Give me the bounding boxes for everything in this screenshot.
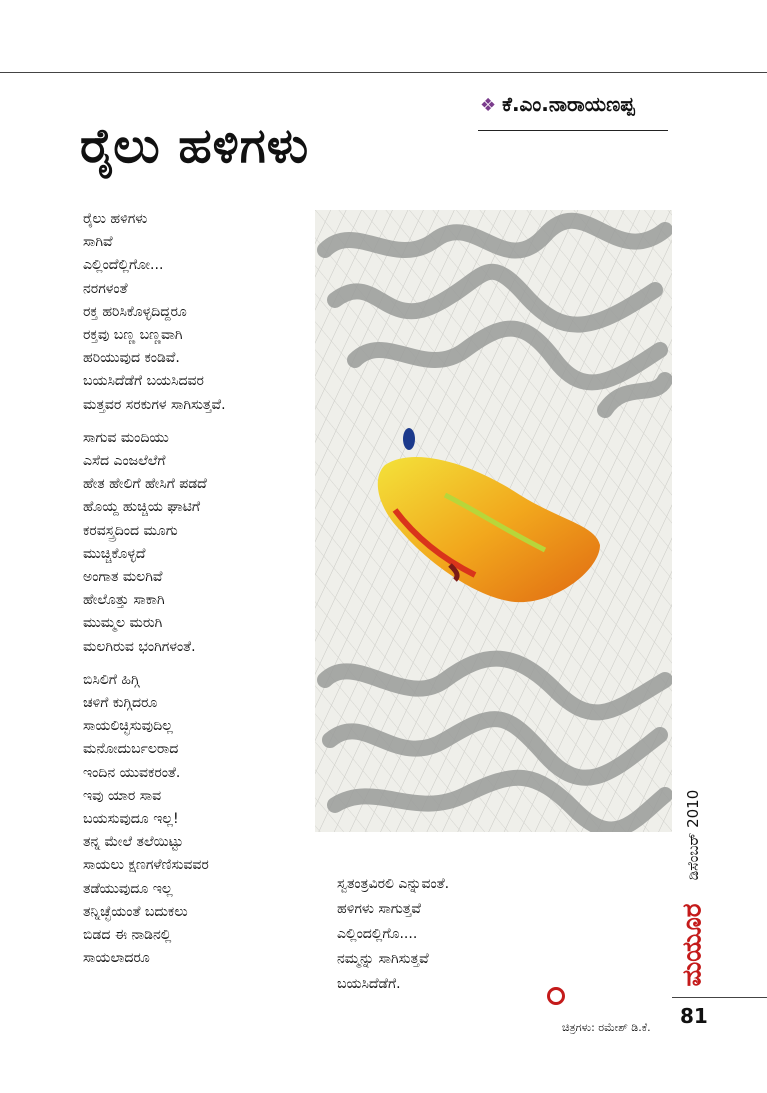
poem-line: ಮುಮ್ಮಲ ಮರುಗಿ	[83, 615, 163, 632]
poem-line: ಮುಚ್ಚಿಕೊಳ್ಳದೆ	[83, 545, 146, 562]
poem-line: ರೈಲು ಹಳಿಗಳು	[83, 211, 148, 227]
poem-line: ಹೇತ ಹೇಲಿಗೆ ಹೇಸಿಗೆ ಪಡದೆ	[83, 476, 207, 493]
poem-line: ಬಿಸಿಲಿಗೆ ಹಿಗ್ಗಿ	[83, 671, 140, 688]
poem-line: ಎಸೆದ ಎಂಜಲೆಲೆಗೆ	[83, 453, 166, 470]
poem-column	[83, 208, 313, 981]
poem-line: ಕರವಸ್ತ್ರದಿಂದ ಮೂಗು	[83, 522, 178, 539]
poem-line: ತಡೆಯುವುದೂ ಇಲ್ಲ	[83, 880, 173, 897]
poem-title: ರೈಲು ಹಳಿಗಳು	[80, 118, 310, 174]
poem-continuation	[337, 872, 449, 997]
poem-line: ಇವು ಯಾರ ಸಾವ	[83, 787, 162, 804]
poem-line: ಸ್ವತಂತ್ರವಿರಲಿ ಎನ್ನುವಂತೆ.	[337, 876, 450, 892]
poem-line: ಹಳಿಗಳು ಸಾಗುತ್ತವೆ	[337, 901, 421, 917]
byline	[480, 92, 635, 116]
poem-line: ಎಲ್ಲಿಂದೆಲ್ಲಿಗೋ...	[83, 257, 164, 274]
ring-icon	[547, 987, 565, 1005]
author-name: ಕೆ.ಎಂ.ನಾರಾಯಣಪ್ಪ	[502, 92, 635, 116]
issue-date: ಡಿಸೆಂಬರ್ 2010	[684, 789, 702, 881]
poem-line: ಸಾಗುವ ಮಂದಿಯು	[83, 429, 169, 446]
stanza	[83, 427, 313, 659]
poem-line: ಇಂದಿನ ಯುವಕರಂತೆ.	[83, 764, 181, 781]
poem-line: ಹೇಲೊತ್ತು ಸಾಕಾಗಿ	[83, 592, 165, 609]
illustration	[315, 210, 672, 832]
poem-line: ತನ್ನಿಚ್ಛೆಯಂತೆ ಬದುಕಲು	[83, 903, 188, 920]
poem-line: ಬಿಡದ ಈ ನಾಡಿನಲ್ಲಿ	[83, 927, 172, 944]
diamond-bullet-icon: ❖	[480, 95, 497, 116]
poem-line: ಚಳಿಗೆ ಕುಗ್ಗಿದರೂ	[83, 695, 158, 712]
poem-line: ರಕ್ತ ಹರಿಸಿಕೊಳ್ಳದಿದ್ದರೂ	[83, 303, 187, 320]
poem-line: ಸಾಯಲಿಚ್ಛಿಸುವುದಿಲ್ಲ	[83, 718, 173, 735]
poem-line: ಅಂಗಾತ ಮಲಗಿವೆ	[83, 569, 163, 586]
footer-rule	[672, 997, 767, 998]
poem-line: ಬಯಸುವುದೂ ಇಲ್ಲ!	[83, 811, 179, 828]
top-rule	[0, 72, 767, 73]
poem-line: ಮಲಗಿರುವ ಭಂಗಿಗಳಂತೆ.	[83, 638, 196, 655]
poem-line: ಹೊಯ್ದ ಹುಚ್ಚಿಯ ಘಾಟಿಗೆ	[83, 499, 201, 516]
stanza	[83, 669, 313, 971]
poem-line: ನಮ್ಮನ್ನು ಸಾಗಿಸುತ್ತವೆ	[337, 951, 429, 967]
poem-line: ಬಯಸಿದೆಡೆಗೆ.	[337, 976, 401, 992]
poem-line: ರಕ್ತವು ಬಣ್ಣ ಬಣ್ಣವಾಗಿ	[83, 327, 183, 344]
poem-line: ನರಗಳಂತೆ	[83, 280, 128, 297]
stanza	[83, 208, 313, 417]
poem-line: ಸಾಯಲಾದರೂ	[83, 950, 150, 967]
poem-line: ಸಾಗಿವೆ	[83, 234, 113, 251]
poem-line: ಎಲ್ಲಿಂದಲ್ಲಿಗೊ....	[337, 926, 418, 942]
magazine-logo: ಮಯೂರ	[677, 903, 708, 987]
poem-line: ಬಯಸಿದೆಡೆಗೆ ಬಯಸಿದವರ	[83, 373, 204, 390]
poem-line: ತನ್ನ ಮೇಲೆ ತಲೆಯಿಟ್ಟು	[83, 834, 184, 851]
poem-line: ಮನೋದುರ್ಬಲರಾದ	[83, 741, 179, 758]
poem-line: ಹರಿಯುವುದ ಕಂಡಿವೆ.	[83, 350, 180, 367]
page-number: 81	[680, 1004, 708, 1028]
illustration-credit: ಚಿತ್ರಗಳು: ರಮೇಶ್ ಡಿ.ಕೆ.	[562, 1021, 651, 1034]
byline-rule	[478, 130, 668, 131]
track-artwork	[315, 210, 672, 832]
poem-line: ಸಾಯಲು ಕ್ಷಣಗಳೆಣಿಸುವವರ	[83, 857, 209, 874]
poem-line: ಮತ್ತವರ ಸರಕುಗಳ ಸಾಗಿಸುತ್ತವೆ.	[83, 396, 226, 413]
